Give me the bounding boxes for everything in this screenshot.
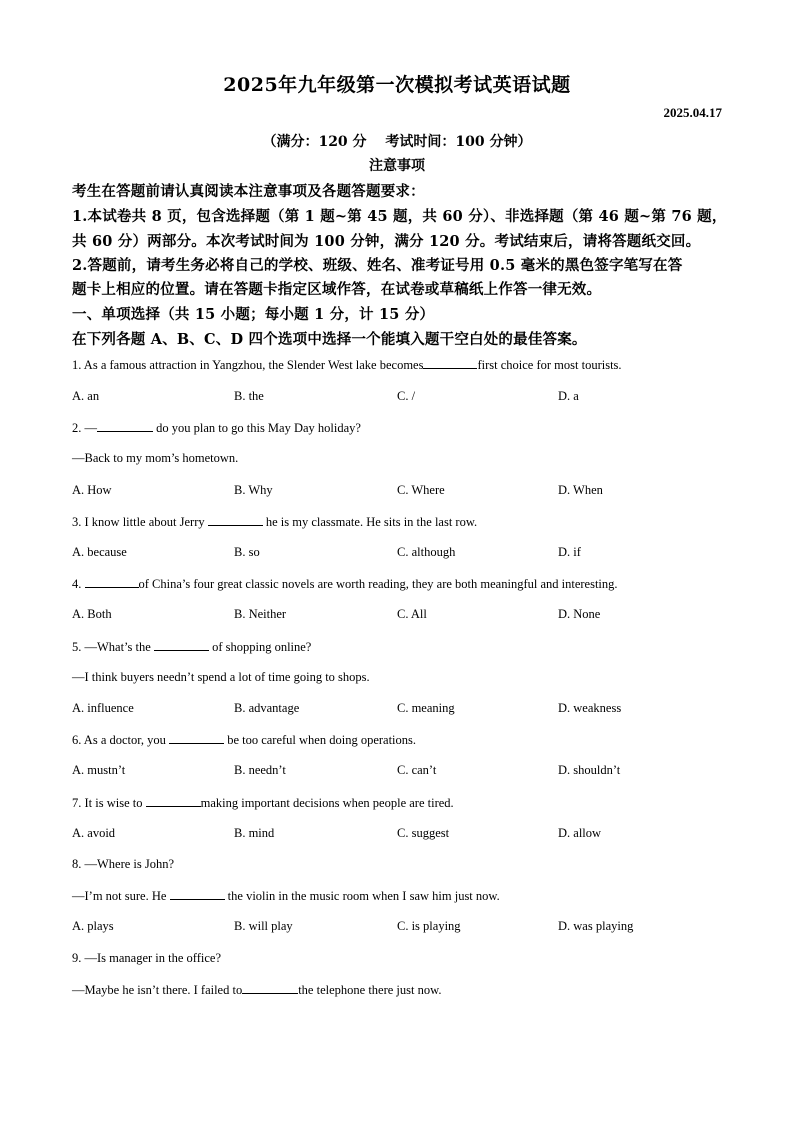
question-5-stem (72, 639, 311, 655)
question-3-stem (72, 514, 477, 530)
question-text: of China’s four great classic novels are worth reading, they are both meaningful and interesting. (138, 577, 618, 591)
question-8-stem: 8. —Where is John? (72, 857, 175, 871)
option-d: D. was playing (558, 919, 634, 933)
instruction-1-line-1: 1.本试卷共 8 页，包含选择题（第 1 题~第 45 题，共 60 分）、非选择题（第 46 题~第 76 题， (72, 208, 727, 225)
option-c: C. although (397, 545, 456, 559)
question-7-stem (72, 795, 454, 811)
option-b: B. will play (234, 919, 293, 933)
option-d: D. allow (558, 826, 602, 840)
option-d: D. shouldn’t (558, 763, 621, 777)
question-text: —I’m not sure. He (72, 889, 170, 903)
exam-date: 2025.04.17 (663, 105, 722, 120)
instruction-2-line-1: 2.答题前，请考生务必将自己的学校、班级、姓名、准考证号用 0.5 毫米的黑色签字笔写在答 (72, 257, 683, 274)
option-b: B. advantage (234, 701, 300, 715)
answer-blank (97, 420, 153, 432)
option-d: D. if (558, 545, 581, 559)
question-text: be too careful when doing operations. (224, 733, 417, 747)
question-text: of shopping online? (208, 640, 312, 654)
question-4-stem (72, 576, 618, 592)
option-b: B. the (234, 389, 264, 403)
question-text: 5. —What’s the (72, 640, 154, 654)
option-a: A. influence (72, 701, 134, 715)
question-text: 6. As a doctor, you (72, 733, 170, 747)
answer-blank (154, 639, 209, 651)
option-d: D. When (558, 483, 603, 497)
question-6-stem (72, 732, 416, 748)
answer-blank (423, 357, 477, 369)
option-c: C. suggest (397, 826, 450, 840)
answer-blank (208, 514, 263, 526)
question-text: the violin in the music room when I saw him just now. (224, 889, 500, 903)
exam-title: 2025年九年级第一次模拟考试英语试题 (223, 74, 571, 96)
option-a: A. Both (72, 607, 112, 621)
option-c: C. Where (397, 483, 445, 497)
answer-blank (169, 732, 224, 744)
instruction-2-line-2: 题卡上相应的位置。请在答题卡指定区域作答，在试卷或草稿纸上作答一律无效。 (72, 281, 602, 298)
option-d: D. weakness (558, 701, 622, 715)
question-8-response (72, 888, 500, 904)
option-c: C. is playing (397, 919, 461, 933)
option-c: C. can’t (397, 763, 437, 777)
answer-blank (170, 888, 225, 900)
question-1-stem (72, 357, 622, 373)
answer-blank (146, 795, 201, 807)
question-text: making important decisions when people are tired. (200, 796, 454, 810)
option-d: D. a (558, 389, 579, 403)
option-c: C. / (397, 389, 416, 403)
section-heading: 一、单项选择（共 15 小题；每小题 1 分，计 15 分） (72, 306, 435, 323)
option-c: C. meaning (397, 701, 455, 715)
question-text: do you plan to go this May Day holiday? (153, 421, 361, 435)
question-2-stem (72, 420, 361, 436)
exam-subtitle: （满分：120 分 考试时间：100 分钟） (262, 134, 532, 150)
option-b: B. Why (234, 483, 273, 497)
question-text: first choice for most tourists. (477, 358, 622, 372)
notice-heading: 注意事项 (369, 158, 425, 174)
option-a: A. How (72, 483, 112, 497)
option-d: D. None (558, 607, 601, 621)
option-b: B. needn’t (234, 763, 286, 777)
question-5-response: —I think buyers needn’t spend a lot of time going to shops. (72, 670, 370, 684)
answer-blank (242, 982, 298, 994)
answer-blank (85, 576, 139, 588)
question-text: 7. It is wise to (72, 796, 146, 810)
question-9-response (72, 982, 441, 998)
question-text: he is my classmate. He sits in the last row. (262, 515, 478, 529)
question-9-stem: 9. —Is manager in the office? (72, 951, 222, 965)
question-text: 3. I know little about Jerry (72, 515, 208, 529)
option-a: A. because (72, 545, 127, 559)
section-directions: 在下列各题 A、B、C、D 四个选项中选择一个能填入题干空白处的最佳答案。 (72, 331, 587, 348)
instructions-intro: 考生在答题前请认真阅读本注意事项及各题答题要求： (72, 183, 425, 200)
option-c: C. All (397, 607, 427, 621)
option-a: A. plays (72, 919, 114, 933)
question-text: 2. — (72, 421, 97, 435)
question-text: —Maybe he isn’t there. I failed to (72, 983, 243, 997)
option-b: B. so (234, 545, 260, 559)
option-b: B. mind (234, 826, 275, 840)
question-2-response: —Back to my mom’s hometown. (72, 451, 239, 465)
question-text: the telephone there just now. (298, 983, 442, 997)
question-text: 1. As a famous attraction in Yangzhou, the Slender West lake becomes (72, 358, 424, 372)
option-a: A. avoid (72, 826, 116, 840)
instruction-1-line-2: 共 60 分）两部分。本次考试时间为 100 分钟，满分 120 分。考试结束后，请将答题纸交回。 (72, 233, 701, 250)
option-a: A. an (72, 389, 100, 403)
option-b: B. Neither (234, 607, 287, 621)
question-text: 4. (72, 577, 85, 591)
option-a: A. mustn’t (72, 763, 126, 777)
